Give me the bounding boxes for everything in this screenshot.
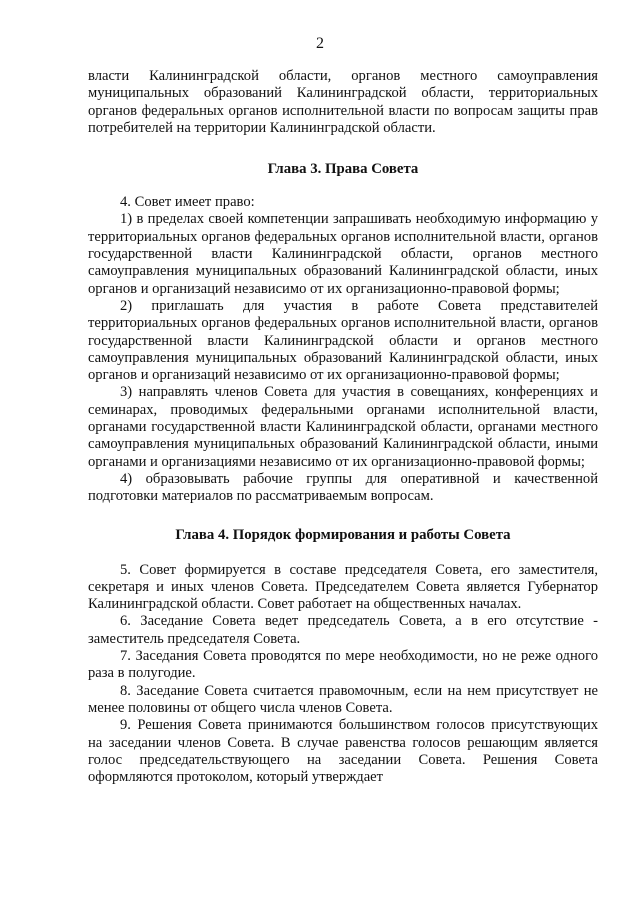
- paragraph-4-item-1: 1) в пределах своей компетенции запрашивать необходимую информацию у территориальных органов федеральных органов исполнительной власти, органов государственной власти Калининградской области, органов местного самоуправления муниципальных образований Калининградской области, иных органов и организаций независимо от их организационно-правовой формы;: [88, 211, 598, 297]
- paragraph-6: 6. Заседание Совета ведет председатель Совета, а в его отсутствие - заместитель председателя Совета.: [88, 613, 598, 647]
- paragraph-5: 5. Совет формируется в составе председателя Совета, его заместителя, секретаря и иных членов Совета. Председателем Совета является Губернатор Калининградской области. Совет работает на общественных началах.: [88, 561, 598, 613]
- paragraph-4: 4. Совет имеет право:: [120, 194, 255, 211]
- paragraph-9: 9. Решения Совета принимаются большинством голосов присутствующих на заседании членов Совета. В случае равенства голосов решающим является голос председательствующего на заседании Совета. Решения Совета оформляются протоколом, который утверждает: [88, 717, 598, 786]
- intro-paragraph: власти Калининградской области, органов местного самоуправления муниципальных образований Калининградской области, территориальных органов федеральных органов исполнительной власти по вопросам защиты прав потребителей на территории Калининградской области.: [88, 68, 598, 136]
- chapter-4-heading: Глава 4. Порядок формирования и работы Совета: [175, 526, 511, 543]
- paragraph-8: 8. Заседание Совета считается правомочным, если на нем присутствует не менее половины от общего числа членов Совета.: [88, 682, 598, 716]
- paragraph-4-item-3: 3) направлять членов Совета для участия в совещаниях, конференциях и семинарах, проводимых федеральными органами исполнительной власти, органами государственной власти Калининградской области, органами местного самоуправления муниципальных образований Калининградской области, иными органами и организациями независимо от их организационно-правовой формы;: [88, 384, 598, 470]
- chapter-3-heading: Глава 3. Права Совета: [267, 161, 419, 178]
- paragraph-7: 7. Заседания Совета проводятся по мере необходимости, но не реже одного раза в полугодие.: [88, 648, 598, 682]
- paragraph-4-item-2: 2) приглашать для участия в работе Совета представителей территориальных органов федеральных органов исполнительной власти, органов государственной власти Калининградской области и органов местного самоуправления муниципальных образований Калининградской области, иных органов и организаций независимо от их организационно-правовой формы;: [88, 297, 598, 384]
- page-number: 2: [316, 35, 324, 52]
- document-body: [88, 68, 598, 786]
- paragraph-4-item-4: 4) образовывать рабочие группы для оперативной и качественной подготовки материалов по рассматриваемым вопросам.: [88, 470, 598, 505]
